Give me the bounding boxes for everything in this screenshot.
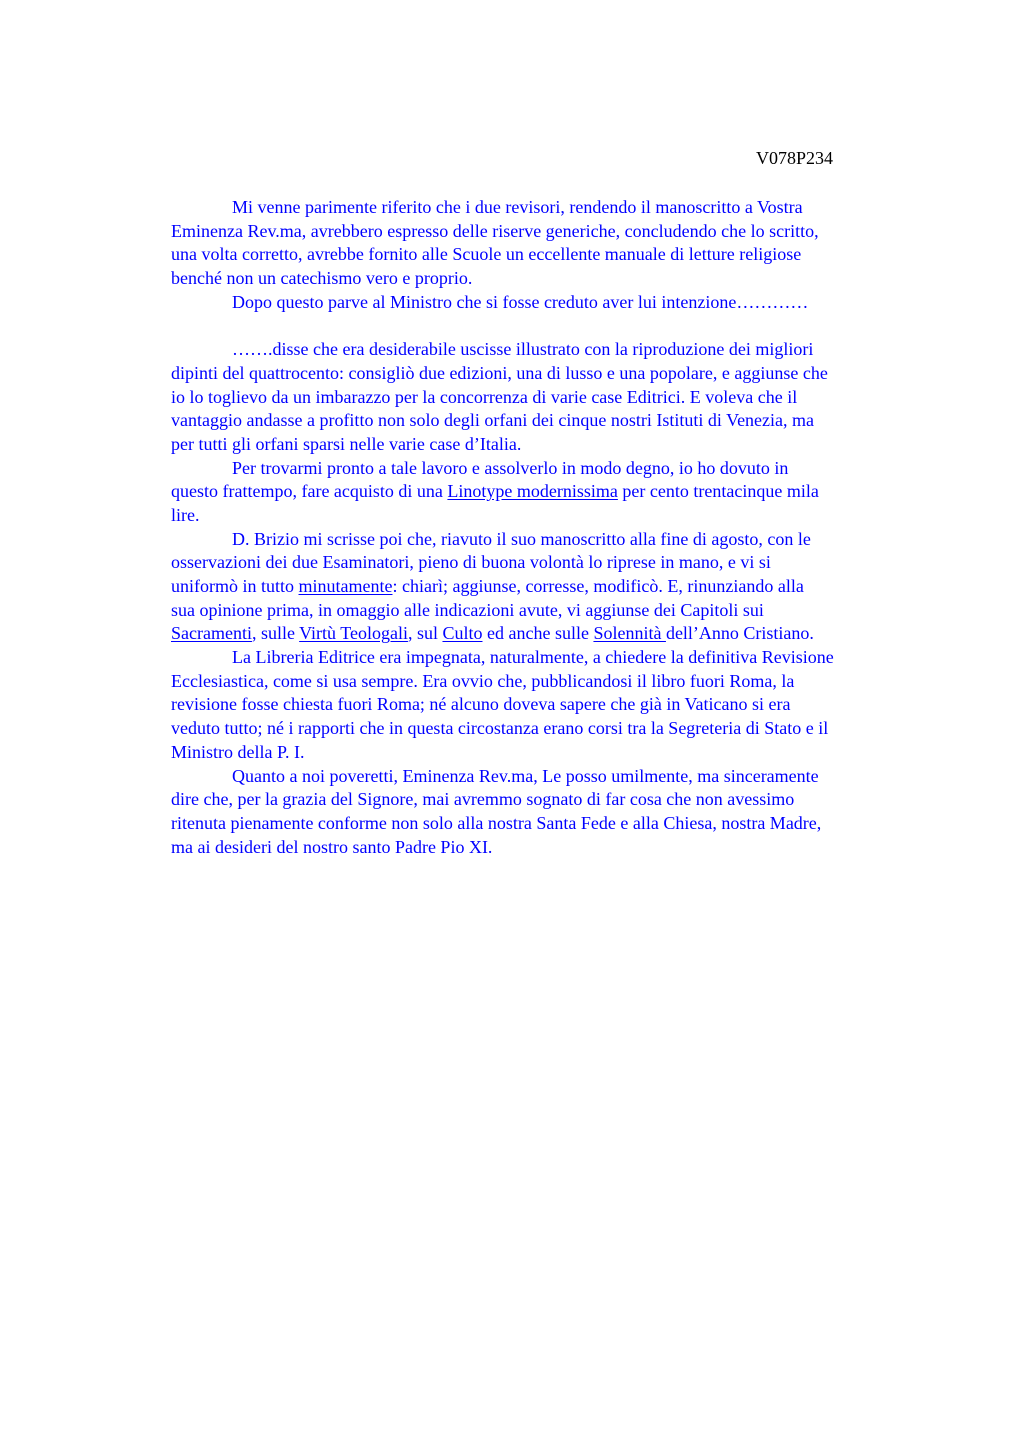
text-line: io lo toglievo da un imbarazzo per la concorrenza di varie case Editrici. E voleva che il [171, 386, 798, 407]
text-line: benché non un catechismo vero e proprio. [171, 268, 473, 289]
text-line: dire che, per la grazia del Signore, mai avremmo sognato di far cosa che non avessimo [171, 789, 795, 810]
letter-body [171, 196, 931, 859]
text-line: Per trovarmi pronto a tale lavoro e assolverlo in modo degno, io ho dovuto in [232, 457, 789, 478]
text-line: …….disse che era desiderabile uscisse illustrato con la riproduzione dei migliori [232, 339, 814, 360]
paragraph [171, 528, 931, 646]
text-line: osservazioni dei due Esaminatori, pieno di buona volontà lo riprese in mano, e vi si [171, 552, 771, 573]
text-line: Dopo questo parve al Ministro che si fosse creduto aver lui intenzione………… [232, 291, 809, 312]
text-line: Eminenza Rev.ma, avrebbero espresso delle riserve generiche, concludendo che lo scritto, [171, 220, 819, 241]
text-line: uniformò in tutto minutamente: chiarì; aggiunse, corresse, modificò. E, rinunziando alla [171, 576, 804, 596]
underlined-term: Sacramenti [171, 623, 252, 644]
text-line: Mi venne parimente riferito che i due revisori, rendendo il manoscritto a Vostra [232, 197, 803, 217]
text-line: una volta corretto, avrebbe fornito alle Scuole un eccellente manuale di letture religiose [171, 244, 802, 265]
underlined-term: Solennità [593, 623, 666, 644]
paragraph [171, 196, 931, 291]
text-line: D. Brizio mi scrisse poi che, riavuto il suo manoscritto alla fine di agosto, con le [232, 528, 811, 549]
paragraph [171, 646, 931, 764]
paragraph [171, 338, 931, 456]
text-line: revisione fosse chiesta fuori Roma; né alcuno doveva sapere che già in Vaticano si era [171, 694, 791, 715]
text-line: per tutti gli orfani sparsi nelle varie case d’Italia. [171, 433, 522, 454]
text-line: veduto tutto; né i rapporti che in questa circostanza erano corsi tra la Segreteria di Stato e il [171, 718, 829, 739]
underlined-term: minutamente [298, 576, 393, 596]
underlined-term: Virtù Teologali [299, 623, 408, 644]
paragraph [171, 291, 931, 315]
underlined-term: Culto [442, 623, 483, 644]
text-line: questo frattempo, fare acquisto di una Linotype modernissima per cento trentacinque mila [171, 481, 819, 502]
text-line: ma ai desideri del nostro santo Padre Pio XI. [171, 836, 493, 857]
text-line: vantaggio andasse a profitto non solo degli orfani dei cinque nostri Istituti di Venezia, ma [171, 410, 815, 431]
text-line: lire. [171, 504, 200, 525]
underlined-term: Linotype modernissima [447, 481, 618, 502]
text-line: Quanto a noi poveretti, Eminenza Rev.ma, Le posso umilmente, ma sinceramente [232, 765, 819, 786]
blank-line [171, 314, 931, 338]
paragraph [171, 765, 931, 860]
paragraph [171, 457, 931, 528]
text-line: ritenuta pienamente conforme non solo alla nostra Santa Fede e alla Chiesa, nostra Madre, [171, 812, 822, 833]
text-line: dipinti del quattrocento: consigliò due edizioni, una di lusso e una popolare, e aggiunse che [171, 362, 828, 383]
text-line: Sacramenti, sulle Virtù Teologali, sul Culto ed anche sulle Solennità dell’Anno Cristiano. [171, 623, 814, 644]
text-line: sua opinione prima, in omaggio alle indicazioni avute, vi aggiunse dei Capitoli sui [171, 599, 764, 620]
text-line: Ministro della P. I. [171, 741, 305, 762]
text-line: La Libreria Editrice era impegnata, naturalmente, a chiedere la definitiva Revisione [232, 647, 834, 668]
text-line: Ecclesiastica, come si usa sempre. Era ovvio che, pubblicandosi il libro fuori Roma, la [171, 670, 795, 691]
page-code: V078P234 [756, 148, 834, 168]
